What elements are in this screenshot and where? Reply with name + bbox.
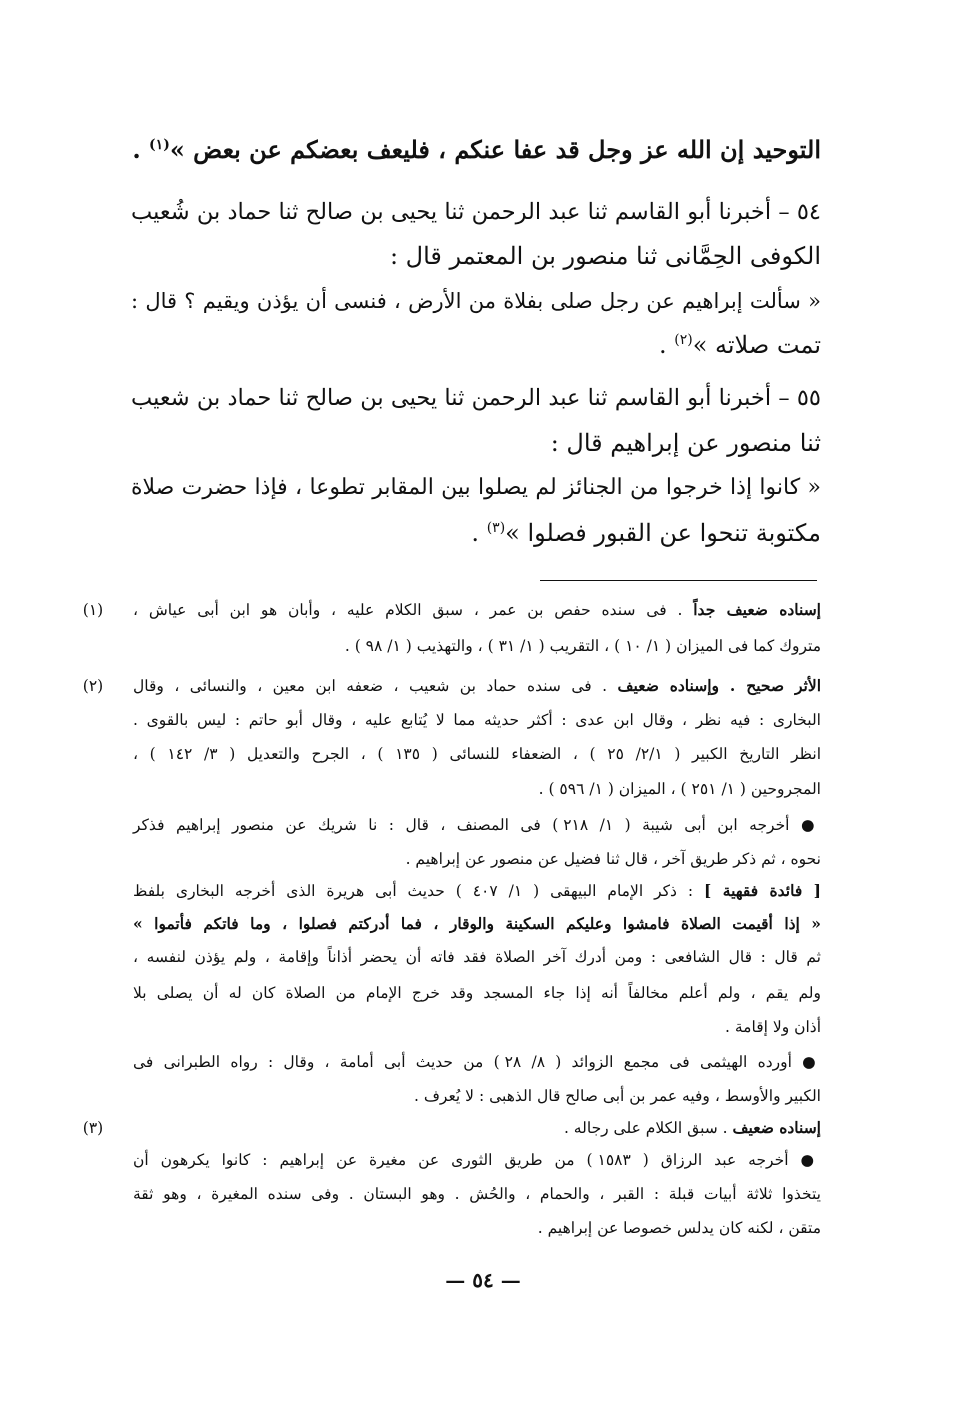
line-end: .	[132, 135, 150, 164]
footnote-1-text: . فى سنده حفص بن عمر ، سبق الكلام عليه ، وأبان هو ابن أبى عياش ،	[133, 601, 694, 619]
footnote-2-text: . فى سنده حماد بن شعيب ، ضعفه ابن معين ، والنسائى ، وقال	[133, 677, 618, 695]
footnote-3-line: متقن ، لكنه كان يدلس خصوصا عن إبراهيم .	[537, 1219, 821, 1237]
footnote-2-hadith-quote: « إذا أقيمت الصلاة فامشوا وعليكم السكينة والوقار ، فما أدركتم فصلوا ، وما فاتكم فأتموا »	[133, 914, 821, 933]
hadith-55-isnad-cont: ثنا منصور عن إبراهيم قال :	[550, 429, 821, 457]
footnote-1-line: متروك كما فى الميزان ( ١/ ١٠ ) ، التقريب ( ١/ ٣١ ) ، والتهذيب ( ١/ ٩٨ ) .	[344, 637, 821, 655]
page-number: — ٥٤ —	[445, 1268, 521, 1292]
line-end: .	[471, 519, 487, 547]
footnote-3-line: يتخذوا ثلاثة أبيات قبلة : القبر ، والحمام ، والحُش . وهو البستان . وفى سنده المغيرة ، وهو ثقة	[133, 1185, 821, 1203]
footnote-2-line: البخارى : فيه نظر ، وقال ابن عدى : أكثر حديثه مما لا يُتابع عليه ، وقال أبو حاتم : ليس بالقوى .	[133, 711, 821, 729]
footnote-2-grade: الأثر صحيح . وإسناده ضعيف	[617, 676, 822, 695]
footnote-number-1: (١)	[82, 601, 104, 619]
line-end: .	[658, 331, 675, 359]
footnote-ref-2: (٢)	[674, 332, 693, 348]
continuation-text: التوحيد إن الله عز وجل قد عفا عنكم ، فليعف بعضكم عن بعض »	[169, 135, 821, 164]
footnote-2-line: أذان ولا إقامة .	[725, 1018, 821, 1036]
footnote-2-line: ولم يقم ، ولم أعلم مخالفاً أنه إذا جاء المسجد وقد خرج الإمام من الصلاة كان له أن يصلى بلا	[133, 984, 821, 1002]
footnote-3-grade: إسناده ضعيف	[732, 1118, 821, 1137]
hadith-55-text-cont	[131, 513, 821, 553]
footnote-3-line	[133, 1114, 821, 1142]
footnote-1-line	[133, 596, 821, 624]
footnote-number-2: (٢)	[82, 677, 104, 695]
footnote-2-text: : ذكر الإمام البيهقى ( ١/ ٤٠٧ ) حديث أبى هريرة الذى أخرجه البخارى بلفظ	[133, 882, 705, 900]
footnote-3-text: . سبق الكلام على رجاله .	[563, 1119, 733, 1137]
hadith-54-isnad-cont: الكوفى الحِمَّانى ثنا منصور بن المعتمر قال :	[389, 242, 821, 270]
hadith-55-end: مكتوبة تنحوا عن القبور فصلوا »	[505, 519, 821, 547]
footnote-separator	[540, 580, 817, 581]
hadith-54-end: تمت صلاته »	[692, 331, 821, 359]
continuation-line	[131, 130, 821, 170]
footnote-2-line	[133, 672, 821, 700]
footnote-number-3: (٣)	[82, 1119, 104, 1137]
hadith-55-isnad: ٥٥ – أخبرنا أبو القاسم ثنا عبد الرحمن ثنا يحيى بن صالح ثنا حماد بن شعيب	[131, 385, 821, 411]
footnote-3-line: ● أخرجه عبد الرزاق ( ١٥٨٣ ) من طريق الثورى عن مغيرة عن إبراهيم : كانوا يكرهون أن	[133, 1151, 821, 1169]
fiqh-benefit-label: [ فائدة فقهية ]	[704, 881, 821, 900]
footnote-ref-3: (٣)	[486, 520, 506, 536]
hadith-54-text: « سألت إبراهيم عن رجل صلى بفلاة من الأرض ، فنسى أن يؤذن ويقيم ؟ قال :	[131, 289, 821, 313]
footnote-2-line: المجروحين ( ١/ ٢٥١ ) ، الميزان ( ١/ ٥٩٦ ) .	[538, 780, 821, 798]
footnote-2-line: ثم قال : قال الشافعى : ومن أدرك آخر الصلاة فقد فاته أن يحضر أذاناً وإقامة ، ولم يؤذن لنفسه ،	[133, 948, 821, 966]
hadith-55-text: « كانوا إذا خرجوا من الجنائز لم يصلوا بين المقابر تطوعا ، فإذا حضرت صلاة	[131, 475, 821, 500]
hadith-54-isnad: ٥٤ – أخبرنا أبو القاسم ثنا عبد الرحمن ثنا يحيى بن صالح ثنا حماد بن شُعيب	[131, 199, 821, 225]
footnote-2-line	[133, 877, 821, 905]
footnote-1-grade: إسناده ضعيف جداً	[693, 600, 821, 619]
footnote-ref-1: (١)	[149, 137, 170, 153]
footnote-2-line: ● أورده الهيثمى فى مجمع الزوائد ( ٨/ ٢٨ ) من حديث أبى أمامة ، وقال : رواه الطبرانى فى	[133, 1053, 821, 1071]
hadith-54-text-cont	[131, 325, 821, 365]
footnote-2-line: ● أخرجه ابن أبى شيبة ( ١/ ٢١٨ ) فى المصنف ، قال : نا شريك عن منصور إبراهيم فذكر	[133, 816, 821, 834]
footnote-2-line: الكبير والأوسط ، وفيه عمر بن أبى صالح قال الذهبى : لا يُعرف .	[413, 1087, 821, 1105]
footnote-2-line: نحوه ، ثم ذكر طريق آخر ، قال ثنا فضيل عن منصور عن إبراهيم .	[405, 850, 821, 868]
footnote-2-line: انظر التاريخ الكبير ( ٢/١/ ٢٥ ) ، الضعفاء للنسائى ( ١٣٥ ) ، الجرح والتعديل ( ٣/ ١٤٢ ) ،	[133, 745, 821, 763]
